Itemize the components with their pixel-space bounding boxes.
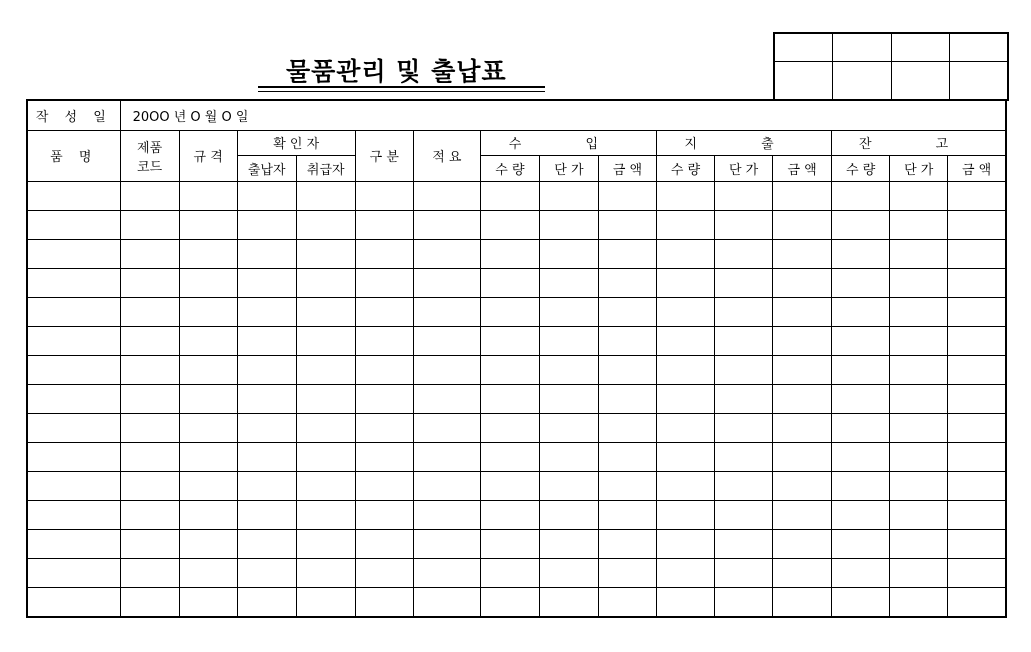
table-cell[interactable] [890, 529, 948, 558]
header-balance: 잔 고 [832, 130, 1006, 155]
table-cell[interactable] [355, 210, 413, 239]
table-cell[interactable] [657, 210, 715, 239]
table-row [27, 210, 1006, 239]
header-category: 구 분 [355, 130, 413, 181]
table-cell[interactable] [355, 355, 413, 384]
table-cell[interactable] [715, 210, 773, 239]
table-cell[interactable] [773, 268, 832, 297]
table-cell[interactable] [657, 471, 715, 500]
table-cell[interactable] [355, 529, 413, 558]
table-cell[interactable] [296, 326, 355, 355]
table-cell[interactable] [832, 587, 890, 617]
table-cell[interactable] [948, 587, 1006, 617]
table-cell[interactable] [237, 326, 296, 355]
table-cell[interactable] [715, 587, 773, 617]
header-income-amount: 금 액 [598, 155, 656, 181]
table-cell[interactable] [27, 326, 120, 355]
approval-cell[interactable] [949, 62, 1008, 101]
table-cell[interactable] [773, 210, 832, 239]
table-cell[interactable] [948, 384, 1006, 413]
table-cell[interactable] [296, 558, 355, 587]
approval-cell[interactable] [891, 33, 949, 62]
table-cell[interactable] [27, 442, 120, 471]
table-cell[interactable] [948, 239, 1006, 268]
table-cell[interactable] [413, 210, 480, 239]
table-cell[interactable] [27, 413, 120, 442]
approval-cell[interactable] [891, 62, 949, 101]
table-cell[interactable] [890, 326, 948, 355]
table-cell[interactable] [27, 239, 120, 268]
table-cell[interactable] [598, 442, 656, 471]
table-cell[interactable] [657, 384, 715, 413]
table-cell[interactable] [715, 326, 773, 355]
table-cell[interactable] [773, 500, 832, 529]
table-cell[interactable] [715, 268, 773, 297]
table-cell[interactable] [890, 471, 948, 500]
table-cell[interactable] [539, 297, 598, 326]
table-cell[interactable] [179, 268, 237, 297]
table-cell[interactable] [413, 587, 480, 617]
table-cell[interactable] [539, 384, 598, 413]
table-cell[interactable] [237, 500, 296, 529]
table-cell[interactable] [832, 442, 890, 471]
table-cell[interactable] [773, 413, 832, 442]
table-cell[interactable] [598, 326, 656, 355]
table-cell[interactable] [948, 558, 1006, 587]
table-cell[interactable] [715, 384, 773, 413]
table-cell[interactable] [657, 587, 715, 617]
table-cell[interactable] [539, 210, 598, 239]
table-cell[interactable] [832, 529, 890, 558]
table-cell[interactable] [539, 587, 598, 617]
table-cell[interactable] [296, 239, 355, 268]
table-cell[interactable] [120, 181, 179, 210]
table-cell[interactable] [179, 297, 237, 326]
table-cell[interactable] [715, 413, 773, 442]
table-cell[interactable] [120, 355, 179, 384]
table-cell[interactable] [480, 239, 539, 268]
table-cell[interactable] [27, 181, 120, 210]
table-cell[interactable] [715, 529, 773, 558]
table-cell[interactable] [715, 442, 773, 471]
table-cell[interactable] [480, 558, 539, 587]
table-cell[interactable] [355, 181, 413, 210]
table-cell[interactable] [948, 326, 1006, 355]
table-cell[interactable] [179, 181, 237, 210]
table-cell[interactable] [890, 239, 948, 268]
table-row [27, 239, 1006, 268]
header-expense-qty: 수 량 [657, 155, 715, 181]
approval-box [773, 32, 1009, 101]
table-cell[interactable] [355, 268, 413, 297]
table-row [27, 181, 1006, 210]
table-cell[interactable] [179, 529, 237, 558]
table-cell[interactable] [890, 413, 948, 442]
table-cell[interactable] [296, 181, 355, 210]
table-cell[interactable] [657, 500, 715, 529]
table-row [27, 442, 1006, 471]
table-cell[interactable] [237, 529, 296, 558]
approval-cell[interactable] [949, 33, 1008, 62]
table-cell[interactable] [237, 268, 296, 297]
table-cell[interactable] [773, 239, 832, 268]
table-cell[interactable] [657, 297, 715, 326]
table-cell[interactable] [296, 413, 355, 442]
table-cell[interactable] [179, 587, 237, 617]
header-product-code-line1: 제품 [137, 140, 163, 156]
table-cell[interactable] [832, 239, 890, 268]
table-cell[interactable] [413, 558, 480, 587]
table-cell[interactable] [27, 529, 120, 558]
created-label: 작 성 일 [27, 100, 120, 130]
table-cell[interactable] [598, 587, 656, 617]
table-cell[interactable] [237, 355, 296, 384]
header-expense-unit-price: 단 가 [715, 155, 773, 181]
table-cell[interactable] [890, 268, 948, 297]
table-cell[interactable] [27, 384, 120, 413]
table-cell[interactable] [890, 384, 948, 413]
table-cell[interactable] [355, 500, 413, 529]
table-cell[interactable] [355, 384, 413, 413]
table-cell[interactable] [296, 587, 355, 617]
header-income-unit-price: 단 가 [539, 155, 598, 181]
table-cell[interactable] [598, 297, 656, 326]
table-cell[interactable] [657, 529, 715, 558]
table-cell[interactable] [480, 297, 539, 326]
table-row [27, 558, 1006, 587]
title-underline [258, 86, 545, 88]
header-handler: 취급자 [296, 155, 355, 181]
table-cell[interactable] [657, 268, 715, 297]
table-cell[interactable] [832, 181, 890, 210]
table-cell[interactable] [296, 500, 355, 529]
header-payer: 출납자 [237, 155, 296, 181]
table-cell[interactable] [179, 384, 237, 413]
table-cell[interactable] [179, 210, 237, 239]
table-row [27, 297, 1006, 326]
table-cell[interactable] [832, 558, 890, 587]
table-cell[interactable] [539, 442, 598, 471]
table-row [27, 471, 1006, 500]
table-row [27, 384, 1006, 413]
table-cell[interactable] [480, 268, 539, 297]
table-cell[interactable] [480, 384, 539, 413]
table-cell[interactable] [480, 471, 539, 500]
table-cell[interactable] [413, 529, 480, 558]
table-cell[interactable] [890, 558, 948, 587]
table-cell[interactable] [890, 355, 948, 384]
table-cell[interactable] [237, 442, 296, 471]
table-cell[interactable] [890, 297, 948, 326]
table-cell[interactable] [598, 529, 656, 558]
table-cell[interactable] [539, 529, 598, 558]
table-cell[interactable] [539, 500, 598, 529]
table-cell[interactable] [120, 268, 179, 297]
table-cell[interactable] [179, 558, 237, 587]
header-balance-amount: 금 액 [948, 155, 1006, 181]
table-cell[interactable] [120, 239, 179, 268]
table-cell[interactable] [890, 442, 948, 471]
table-cell[interactable] [948, 500, 1006, 529]
table-cell[interactable] [179, 471, 237, 500]
table-cell[interactable] [237, 384, 296, 413]
table-cell[interactable] [120, 413, 179, 442]
table-cell[interactable] [832, 326, 890, 355]
table-cell[interactable] [598, 239, 656, 268]
table-cell[interactable] [413, 239, 480, 268]
table-cell[interactable] [355, 413, 413, 442]
table-row [27, 529, 1006, 558]
table-cell[interactable] [27, 471, 120, 500]
table-cell[interactable] [27, 500, 120, 529]
table-cell[interactable] [480, 326, 539, 355]
table-cell[interactable] [355, 326, 413, 355]
table-cell[interactable] [413, 413, 480, 442]
table-cell[interactable] [948, 529, 1006, 558]
table-cell[interactable] [948, 181, 1006, 210]
header-expense: 지 출 [657, 130, 832, 155]
table-cell[interactable] [832, 500, 890, 529]
table-row [27, 326, 1006, 355]
table-cell[interactable] [657, 181, 715, 210]
table-cell[interactable] [179, 413, 237, 442]
page-title: 물품관리 및 출납표 [286, 57, 507, 86]
table-cell[interactable] [657, 442, 715, 471]
table-cell[interactable] [355, 471, 413, 500]
table-cell[interactable] [890, 210, 948, 239]
table-cell[interactable] [773, 471, 832, 500]
table-cell[interactable] [773, 558, 832, 587]
approval-cell[interactable] [774, 62, 832, 101]
table-cell[interactable] [539, 181, 598, 210]
table-cell[interactable] [413, 268, 480, 297]
header-product-code-line2: 코드 [137, 159, 163, 175]
table-cell[interactable] [120, 529, 179, 558]
table-cell[interactable] [657, 413, 715, 442]
table-row [27, 413, 1006, 442]
table-cell[interactable] [715, 355, 773, 384]
table-cell[interactable] [120, 442, 179, 471]
table-cell[interactable] [355, 297, 413, 326]
table-cell[interactable] [296, 268, 355, 297]
table-cell[interactable] [480, 355, 539, 384]
table-cell[interactable] [715, 500, 773, 529]
table-cell[interactable] [657, 355, 715, 384]
approval-cell[interactable] [832, 62, 891, 101]
table-cell[interactable] [832, 210, 890, 239]
table-cell[interactable] [598, 384, 656, 413]
table-cell[interactable] [480, 529, 539, 558]
table-cell[interactable] [715, 471, 773, 500]
table-cell[interactable] [237, 210, 296, 239]
table-cell[interactable] [598, 210, 656, 239]
table-cell[interactable] [832, 384, 890, 413]
header-confirmer: 확 인 자 [237, 130, 355, 155]
table-cell[interactable] [773, 181, 832, 210]
header-expense-amount: 금 액 [773, 155, 832, 181]
table-cell[interactable] [773, 326, 832, 355]
table-cell[interactable] [773, 297, 832, 326]
header-balance-qty: 수 량 [832, 155, 890, 181]
ledger-table [26, 99, 1007, 618]
table-cell[interactable] [715, 558, 773, 587]
approval-cell[interactable] [774, 33, 832, 62]
header-spec: 규 격 [179, 130, 237, 181]
table-cell[interactable] [598, 413, 656, 442]
table-cell[interactable] [179, 239, 237, 268]
ledger-body [27, 181, 1006, 617]
created-date[interactable]: 20OO 년 O 월 O 일 [120, 100, 1006, 130]
table-cell[interactable] [237, 413, 296, 442]
table-cell[interactable] [120, 384, 179, 413]
header-balance-unit-price: 단 가 [890, 155, 948, 181]
table-cell[interactable] [27, 210, 120, 239]
approval-cell[interactable] [832, 33, 891, 62]
table-cell[interactable] [832, 471, 890, 500]
header-note: 적 요 [413, 130, 480, 181]
table-cell[interactable] [120, 558, 179, 587]
table-cell[interactable] [890, 587, 948, 617]
table-cell[interactable] [948, 471, 1006, 500]
table-cell[interactable] [948, 355, 1006, 384]
table-cell[interactable] [480, 500, 539, 529]
table-cell[interactable] [773, 442, 832, 471]
table-cell[interactable] [179, 355, 237, 384]
table-cell[interactable] [480, 587, 539, 617]
table-cell[interactable] [120, 297, 179, 326]
table-cell[interactable] [355, 442, 413, 471]
table-cell[interactable] [296, 297, 355, 326]
table-cell[interactable] [27, 587, 120, 617]
table-cell[interactable] [355, 239, 413, 268]
table-cell[interactable] [237, 587, 296, 617]
table-cell[interactable] [413, 355, 480, 384]
header-item-name: 품 명 [27, 130, 120, 181]
table-cell[interactable] [179, 326, 237, 355]
table-cell[interactable] [237, 471, 296, 500]
table-cell[interactable] [539, 326, 598, 355]
table-cell[interactable] [539, 239, 598, 268]
table-cell[interactable] [598, 355, 656, 384]
table-cell[interactable] [237, 297, 296, 326]
table-cell[interactable] [948, 442, 1006, 471]
table-cell[interactable] [657, 326, 715, 355]
table-cell[interactable] [832, 268, 890, 297]
table-cell[interactable] [715, 297, 773, 326]
table-cell[interactable] [773, 587, 832, 617]
table-cell[interactable] [948, 413, 1006, 442]
table-cell[interactable] [715, 239, 773, 268]
table-row [27, 500, 1006, 529]
table-cell[interactable] [773, 384, 832, 413]
table-cell[interactable] [296, 442, 355, 471]
table-cell[interactable] [598, 471, 656, 500]
table-cell[interactable] [539, 355, 598, 384]
table-cell[interactable] [27, 355, 120, 384]
table-cell[interactable] [832, 355, 890, 384]
table-cell[interactable] [120, 500, 179, 529]
table-cell[interactable] [120, 210, 179, 239]
table-cell[interactable] [480, 210, 539, 239]
table-cell[interactable] [890, 181, 948, 210]
table-cell[interactable] [237, 239, 296, 268]
table-cell[interactable] [657, 239, 715, 268]
table-cell[interactable] [773, 529, 832, 558]
table-cell[interactable] [598, 268, 656, 297]
table-cell[interactable] [480, 181, 539, 210]
table-cell[interactable] [480, 413, 539, 442]
table-cell[interactable] [773, 355, 832, 384]
table-cell[interactable] [355, 587, 413, 617]
table-cell[interactable] [832, 297, 890, 326]
table-cell[interactable] [890, 500, 948, 529]
table-cell[interactable] [539, 558, 598, 587]
table-cell[interactable] [296, 529, 355, 558]
table-cell[interactable] [413, 442, 480, 471]
table-cell[interactable] [296, 355, 355, 384]
table-cell[interactable] [296, 210, 355, 239]
table-cell[interactable] [120, 471, 179, 500]
table-cell[interactable] [27, 297, 120, 326]
table-cell[interactable] [948, 268, 1006, 297]
table-cell[interactable] [296, 384, 355, 413]
table-cell[interactable] [179, 500, 237, 529]
header-income-qty: 수 량 [480, 155, 539, 181]
table-cell[interactable] [539, 413, 598, 442]
header-product-code [120, 130, 179, 181]
table-row [27, 355, 1006, 384]
table-cell[interactable] [598, 500, 656, 529]
table-cell[interactable] [237, 181, 296, 210]
table-cell[interactable] [27, 268, 120, 297]
table-cell[interactable] [413, 471, 480, 500]
table-cell[interactable] [179, 442, 237, 471]
table-cell[interactable] [27, 558, 120, 587]
table-row [27, 587, 1006, 617]
table-cell[interactable] [948, 210, 1006, 239]
table-cell[interactable] [413, 500, 480, 529]
table-cell[interactable] [539, 268, 598, 297]
table-cell[interactable] [413, 384, 480, 413]
table-cell[interactable] [237, 558, 296, 587]
table-cell[interactable] [413, 326, 480, 355]
title-underline-thin [258, 91, 545, 92]
table-row [27, 268, 1006, 297]
table-cell[interactable] [120, 587, 179, 617]
table-cell[interactable] [948, 297, 1006, 326]
table-cell[interactable] [480, 442, 539, 471]
table-cell[interactable] [598, 181, 656, 210]
table-cell[interactable] [657, 558, 715, 587]
table-cell[interactable] [539, 471, 598, 500]
table-cell[interactable] [120, 326, 179, 355]
table-cell[interactable] [598, 558, 656, 587]
header-income: 수 입 [480, 130, 656, 155]
table-cell[interactable] [832, 413, 890, 442]
table-cell[interactable] [715, 181, 773, 210]
table-cell[interactable] [296, 471, 355, 500]
table-cell[interactable] [413, 297, 480, 326]
table-cell[interactable] [355, 558, 413, 587]
table-cell[interactable] [413, 181, 480, 210]
